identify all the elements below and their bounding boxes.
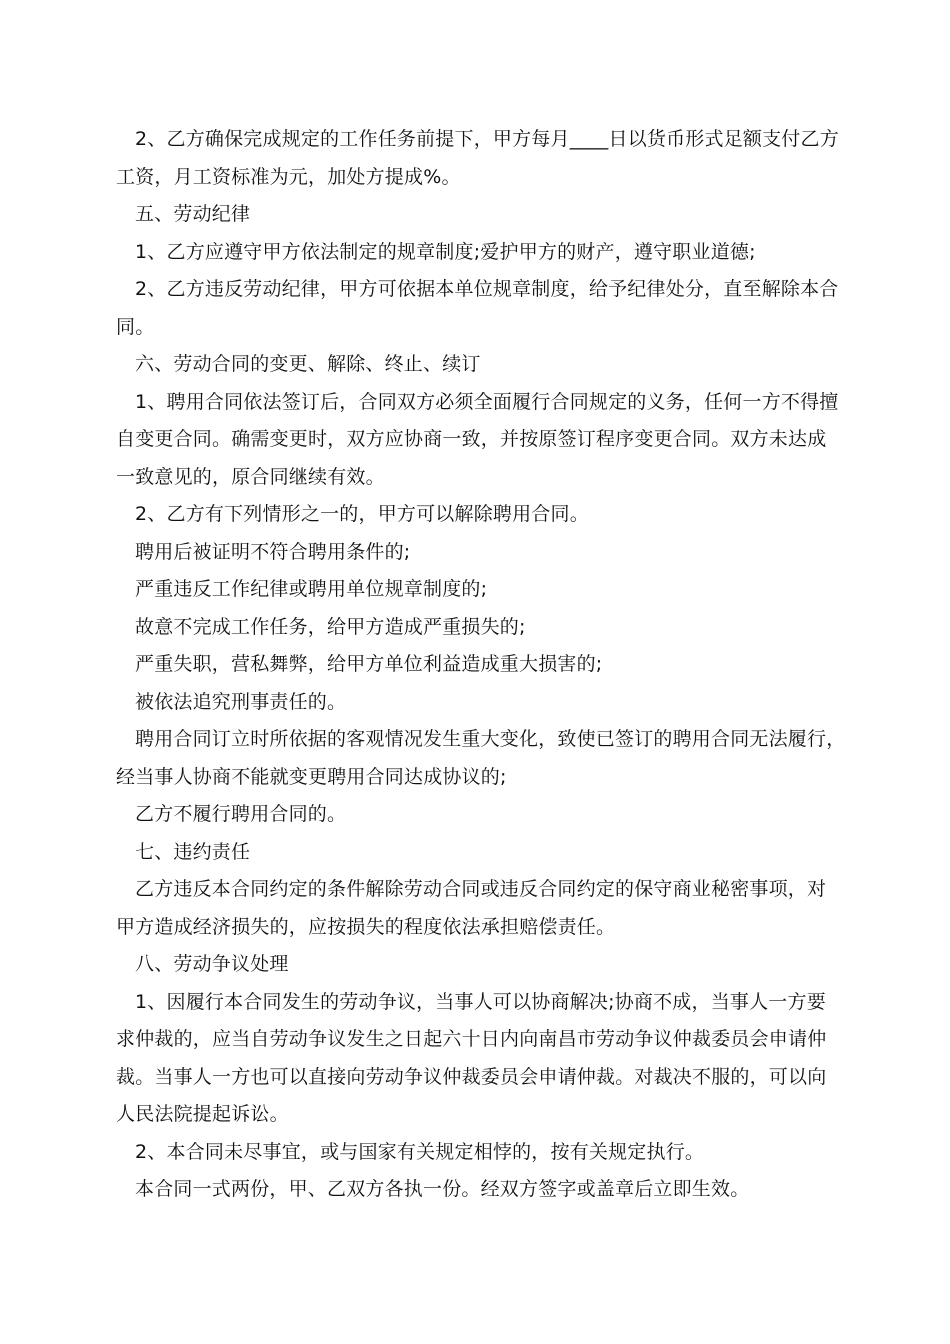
text-line: 故意不完成工作任务，给甲方造成严重损失的; bbox=[135, 615, 526, 638]
text-line: 八、劳动争议处理 bbox=[135, 953, 289, 975]
text-line: 2、乙方有下列情形之一的，甲方可以解除聘用合同。 bbox=[135, 503, 589, 525]
text-line: 1、因履行本合同发生的劳动争议，当事人可以协商解决;协商不成，当事人一方要 bbox=[135, 990, 826, 1013]
text-line: 严重违反工作纪律或聘用单位规章制度的; bbox=[135, 578, 488, 600]
text-line: 工资，月工资标准为元，加处方提成%。 bbox=[116, 165, 461, 188]
text-line: 2、本合同未尽事宜，或与国家有关规定相悖的，按有关规定执行。 bbox=[135, 1140, 705, 1163]
text-line: 聘用后被证明不符合聘用条件的; bbox=[135, 540, 411, 563]
text-line: 严重失职，营私舞弊，给甲方单位利益造成重大损害的; bbox=[135, 653, 603, 675]
document-body bbox=[116, 121, 846, 1209]
text-line: 乙方违反本合同约定的条件解除劳动合同或违反合同约定的保守商业秘密事项，对 bbox=[135, 878, 827, 900]
text-line: 聘用合同订立时所依据的客观情况发生重大变化，致使已签订的聘用合同无法履行， bbox=[135, 728, 846, 750]
text-line: 1、聘用合同依法签订后，合同双方必须全面履行合同规定的义务，任何一方不得擅 bbox=[135, 390, 839, 413]
text-line: 人民法院提起诉讼。 bbox=[116, 1103, 289, 1125]
text-line: 1、乙方应遵守甲方依法制定的规章制度;爱护甲方的财产，遵守职业道德; bbox=[135, 240, 756, 263]
text-line: 求仲裁的，应当自劳动争议发生之日起六十日内向南昌市劳动争议仲裁委员会申请仲 bbox=[116, 1028, 827, 1050]
text-line: 本合同一式两份，甲、乙双方各执一份。经双方签字或盖章后立即生效。 bbox=[135, 1178, 750, 1200]
text-line: 裁。当事人一方也可以直接向劳动争议仲裁委员会申请仲裁。对裁决不服的，可以向 bbox=[116, 1065, 827, 1088]
text-line: 同。 bbox=[116, 315, 155, 338]
text-line: 五、劳动纪律 bbox=[135, 203, 251, 225]
text-line: 被依法追究刑事责任的。 bbox=[135, 690, 347, 713]
text-line: 自变更合同。确需变更时，双方应协商一致，并按原签订程序变更合同。双方未达成 bbox=[116, 428, 827, 450]
text-line: 经当事人协商不能就变更聘用合同达成协议的; bbox=[116, 765, 507, 788]
text-line: 甲方造成经济损失的，应按损失的程度依法承担赔偿责任。 bbox=[116, 915, 616, 938]
text-line: 2、乙方确保完成规定的工作任务前提下，甲方每月____日以货币形式足额支付乙方 bbox=[135, 128, 839, 150]
text-line: 乙方不履行聘用合同的。 bbox=[135, 803, 347, 825]
text-line: 一致意见的，原合同继续有效。 bbox=[116, 465, 385, 488]
text-line: 2、乙方违反劳动纪律，甲方可依据本单位规章制度，给予纪律处分，直至解除本合 bbox=[135, 278, 839, 300]
text-line: 七、违约责任 bbox=[135, 840, 251, 863]
text-line: 六、劳动合同的变更、解除、终止、续订 bbox=[135, 353, 481, 375]
